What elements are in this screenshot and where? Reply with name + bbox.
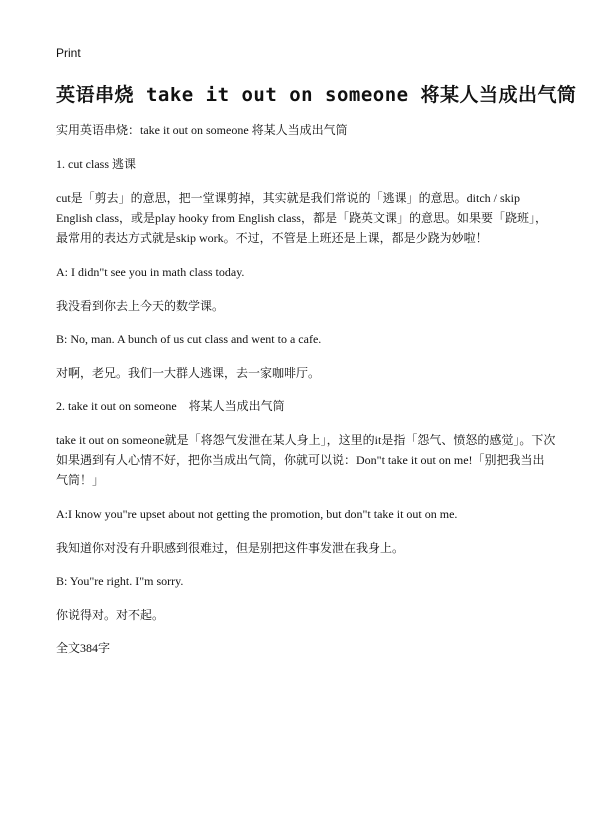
- dialog-line-zh: 你说得对。对不起。: [56, 608, 165, 622]
- dialog-line-en: A: I didn"t see you in math class today.: [56, 265, 245, 279]
- dialog-line-zh: 我没看到你去上今天的数学课。: [56, 299, 225, 313]
- word-count: 全文384字: [56, 641, 111, 655]
- page-title: 英语串烧 take it out on someone 将某人当成出气筒: [56, 84, 577, 106]
- dialog-line-en: B: No, man. A bunch of us cut class and went to a cafe.: [56, 332, 322, 346]
- section-heading-cut-class: 1. cut class 逃课: [56, 157, 136, 171]
- dialog-line-zh: 我知道你对没有升职感到很难过，但是别把这件事发泄在我身上。: [56, 541, 405, 555]
- article-subtitle: 实用英语串烧：take it out on someone 将某人当成出气筒: [56, 123, 348, 137]
- dialog-line-en: B: You"re right. I"m sorry.: [56, 574, 184, 588]
- article-body: [56, 120, 556, 671]
- print-link[interactable]: Print: [56, 46, 81, 60]
- section-paragraph-take-it-out: take it out on someone就是「将怨气发泄在某人身上」，这里的it是指「怨气、愤怒的感觉」。下次如果遇到有人心情不好，把你当成出气筒，你就可以说：Don"t take it out on me!「别把我当出气筒！」: [56, 433, 556, 487]
- dialog-line-zh: 对啊，老兄。我们一大群人逃课，去一家咖啡厅。: [56, 366, 321, 380]
- section-heading-take-it-out: 2. take it out on someone 将某人当成出气筒: [56, 399, 285, 413]
- dialog-line-en: A:I know you"re upset about not getting the promotion, but don"t take it out on me.: [56, 507, 458, 521]
- section-paragraph-cut-class: cut是「剪去」的意思，把一堂课剪掉，其实就是我们常说的「逃课」的意思。ditch / skip English class，或是play hooky from English class，都是「跷英文课」的意思。如果要「跷班」，最常用的表达方式就是skip work。不过，不管是上班还是上课，都是少跷为妙啦！: [56, 191, 547, 245]
